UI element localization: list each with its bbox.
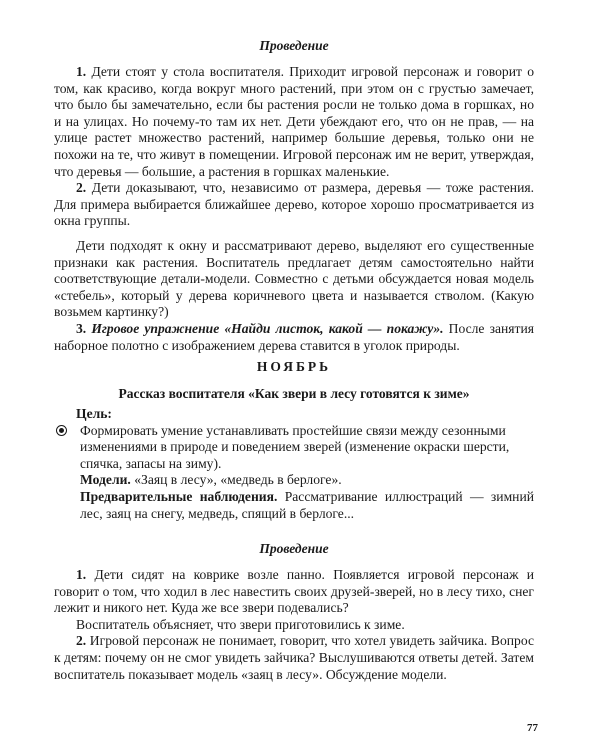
page-number: 77 [527,722,538,734]
observations-text: Рассматривание иллюстраций — зимний лес, заяц на снегу, медведь, спящий в берлоге... [80,488,534,521]
section-conduct-2 [54,541,534,683]
paragraph [54,64,534,180]
paragraph [54,633,534,683]
month-block [54,359,534,402]
section-heading: Проведение [259,38,329,53]
paragraph: Дети подходят к окну и рассматривают дерево, выделяют его существенные признаки как растения. Воспитатель предлагает детям самостоятельно найти соответствующие детали-модели. Совместно с детьми обсуждается новая модель «стебель», который у дерева коричневого цвета и называется стволом. (Какую возьмем картинку?) [54,237,534,320]
paragraph-text: Дети сидят на коврике возле панно. Появляется игровой персонаж и говорит о том, что ходил в лес навестить своих друзей-зверей, но в лесу тихо, снег лежит и никого нет. Куда же все звери подевались? [54,567,534,616]
paragraph [54,321,534,354]
section-heading: Проведение [259,541,329,556]
item-number: 2. [76,633,87,649]
section-conduct-1 [54,38,534,354]
item-number: 3. [76,320,87,336]
models-text: «Заяц в лесу», «медведь в берлоге». [130,472,342,488]
paragraph [54,567,534,617]
models-line [54,472,534,489]
lesson-title: Рассказ воспитателя «Как звери в лесу готовятся к зиме» [118,386,470,401]
item-number: 2. [76,180,87,196]
paragraph-text: Дети стоят у стола воспитателя. Приходит игровой персонаж и говорит о том, как красиво, когда вокруг много растений, при этом он с грустью замечает, что было бы замечательно, если бы растения росли не только дома в горшках, но и на улицах. Но почему-то там их нет. Дети убеждают его, что он не прав, — на улице растет множество растений, например большие деревья, только они не похожи на те, что живут в помещении. Игровой персонаж им не верит, утверждая, что деревья — большие, а растения в горшках маленькие. [54,64,534,179]
goal-label: Цель: [76,406,112,421]
bullet-icon [56,425,67,436]
goal-text: Формировать умение устанавливать простейшие связи между сезонными изменениями в природе и поведением зверей (изменение окраски шерсти, спячка, запасы на зиму). [80,422,510,471]
goal-item [54,423,534,473]
goal-block [54,406,534,522]
paragraph: Воспитатель объясняет, что звери приготовились к зиме. [76,616,405,632]
paragraph-text: После занятия наборное полотно с изображением дерева ставится в уголок природы. [54,320,534,353]
paragraph-text: Дети доказывают, что, независимо от размера, деревья — тоже растения. Для примера выбирается ближайшее дерево, которое хорошо просматривается из окна группы. [54,180,534,229]
item-number: 1. [76,567,87,582]
paragraph [54,180,534,230]
models-label: Модели. [80,472,131,488]
month-heading: НОЯБРЬ [256,359,332,374]
observations-label: Предварительные наблюдения. [80,488,278,504]
item-number: 1. [76,64,87,79]
exercise-title: Игровое упражнение «Найди листок, какой — покажу». [86,320,444,336]
observations-line [54,489,534,522]
paragraph-text: Игровой персонаж не понимает, говорит, что хотел увидеть зайчика. Вопрос к детям: почему он не смог увидеть зайчика? Выслушиваются ответы детей. Затем воспитатель показывает модель «заяц в лесу». Обсуждение модели. [54,633,534,682]
